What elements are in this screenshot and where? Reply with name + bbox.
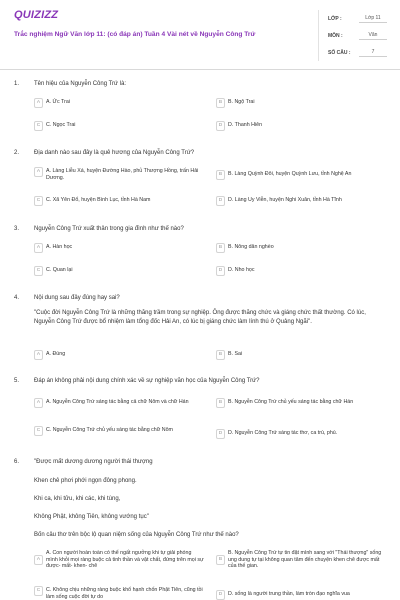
- option-a[interactable]: [34, 243, 204, 253]
- option-d[interactable]: [216, 429, 386, 439]
- question-text: Nguyễn Công Trứ xuất thân trong gia đình như thế nào?: [34, 226, 184, 232]
- question-number: 5.: [14, 378, 20, 384]
- question-number: 3.: [14, 226, 20, 232]
- option-text: A. Con người hoàn toàn có thể ngất ngưởng khi tự giải phóng mình khỏi mọi ràng buộc cả tinh thần và vật chất, đứng trên mọi sự được- mất- khen- chê: [46, 550, 204, 570]
- option-a[interactable]: [34, 98, 204, 108]
- option-letter: D: [216, 590, 225, 600]
- question-text: Tên hiệu của Nguyễn Công Trứ là:: [34, 81, 127, 87]
- option-text: B. Nguyễn Công Trứ chủ yếu sáng tác bằng chữ Hán: [228, 399, 354, 405]
- option-letter: A: [34, 98, 43, 108]
- meta-subject-label: MÔN :: [328, 32, 343, 39]
- option-c[interactable]: [34, 586, 204, 600]
- option-letter: A: [34, 243, 43, 253]
- option-letter: D: [216, 266, 225, 276]
- poem-line: Khen chê phơi phới ngọn đông phong.: [34, 478, 137, 484]
- option-b[interactable]: [216, 549, 386, 570]
- option-letter: C: [34, 121, 43, 131]
- option-c[interactable]: [34, 196, 204, 206]
- option-a[interactable]: [34, 167, 204, 181]
- question-5: [14, 378, 386, 448]
- option-letter: A: [34, 167, 43, 177]
- option-a[interactable]: [34, 350, 204, 360]
- question-number: 6.: [14, 459, 20, 465]
- option-b[interactable]: [216, 243, 386, 253]
- option-a[interactable]: [34, 398, 204, 408]
- question-4: [14, 295, 386, 365]
- question-text: Nội dung sau đây đúng hay sai?: [34, 295, 120, 301]
- meta-count-row: [319, 44, 394, 61]
- question-text: Địa danh nào sau đây là quê hương của Nguyễn Công Trứ?: [34, 150, 195, 156]
- meta-count-label: SỐ CÂU :: [328, 49, 351, 56]
- option-text: B. Nông dân nghèo: [228, 244, 274, 250]
- question-number: 4.: [14, 295, 20, 301]
- option-letter: B: [216, 98, 225, 108]
- question-quote: "Cuộc đời Nguyễn Công Trứ là những thăng trầm trong sự nghiệp. Ông được thăng chức và giáng chức thất thường. Có lúc, Nguyễn Công Trứ được bổ nhiệm làm tổng đốc Hải An, có lúc bị giáng chức làm lính thú ở Quảng Ngãi".: [34, 310, 366, 325]
- option-text: B. Làng Quỳnh Đôi, huyện Quỳnh Lưu, tỉnh Nghệ An: [228, 171, 352, 177]
- question-6: [14, 459, 386, 600]
- option-letter: C: [34, 266, 43, 276]
- option-letter: C: [34, 196, 43, 206]
- option-letter: B: [216, 350, 225, 360]
- option-c[interactable]: [34, 121, 204, 131]
- option-text: D. sống là người trung thần, làm tròn đạo nghĩa vua: [228, 591, 350, 597]
- question-1: [14, 81, 386, 141]
- option-text: C. Không chịu những ràng buộc khổ hạnh chốn Phật Tiên, cũng tồi làm sống cuộc đời tự do: [46, 587, 203, 600]
- option-b[interactable]: [216, 98, 386, 108]
- option-text: D. Nho học: [228, 267, 255, 273]
- option-text: B. Nguyễn Công Trứ tự tin đặt mình sang với "Thái thượng" sống ung dung tự tại không quan tâm đến chuyện khen chê được mất của thế gian.: [228, 550, 382, 570]
- question-number: 2.: [14, 150, 20, 156]
- option-letter: C: [34, 586, 43, 596]
- question-prompt: Bốn câu thơ trên bộc lộ quan niệm sống của Nguyễn Công Trứ như thế nào?: [34, 532, 239, 538]
- quizizz-logo: QUIZIZZ: [14, 9, 59, 21]
- poem-line: Không Phật, không Tiên, không vướng tục": [34, 514, 149, 520]
- option-d[interactable]: [216, 266, 386, 276]
- option-b[interactable]: [216, 350, 386, 360]
- option-c[interactable]: [34, 266, 204, 276]
- option-text: A. Hàn học: [46, 244, 73, 250]
- option-letter: B: [216, 170, 225, 180]
- option-b[interactable]: [216, 170, 386, 180]
- meta-class-label: LỚP :: [328, 15, 342, 22]
- option-letter: D: [216, 196, 225, 206]
- meta-count-value: 7: [359, 49, 387, 57]
- worksheet-header: [0, 0, 400, 70]
- question-text: "Được mất dương dương người thái thượng: [34, 459, 153, 465]
- option-letter: D: [216, 429, 225, 439]
- question-2: [14, 150, 386, 215]
- option-text: A. Ức Trai: [46, 99, 70, 105]
- option-b[interactable]: [216, 398, 386, 408]
- question-text: Đáp án không phải nội dung chính xác về sự nghiệp văn học của Nguyễn Công Trứ?: [34, 378, 260, 384]
- option-text: A. Nguyễn Công Trứ sáng tác bằng cả chữ Nôm và chữ Hán: [46, 399, 189, 405]
- option-letter: A: [34, 555, 43, 565]
- option-text: B. Ngộ Trai: [228, 99, 255, 105]
- option-c[interactable]: [34, 426, 204, 436]
- option-letter: C: [34, 426, 43, 436]
- option-text: A. Làng Liễu Xá, huyện Đường Hào, phủ Thượng Hồng, trấn Hải Dương.: [46, 168, 199, 181]
- meta-subject-row: [319, 27, 394, 44]
- question-3: [14, 226, 386, 284]
- option-text: C. Xã Yên Đổ, huyện Bình Lục, tỉnh Hà Nam: [46, 197, 151, 203]
- option-text: D. Nguyễn Công Trứ sáng tác thơ, ca trù, phú.: [228, 430, 338, 436]
- option-text: B. Sai: [228, 351, 243, 357]
- meta-subject-value: Văn: [359, 32, 387, 40]
- option-letter: D: [216, 121, 225, 131]
- option-text: D. Thanh Hiên: [228, 122, 263, 128]
- question-number: 1.: [14, 81, 20, 87]
- option-d[interactable]: [216, 196, 386, 206]
- worksheet-meta: [318, 10, 394, 61]
- option-letter: B: [216, 243, 225, 253]
- meta-class-value: Lớp 11: [359, 15, 387, 23]
- option-letter: A: [34, 398, 43, 408]
- option-text: C. Nguyễn Công Trứ chủ yếu sáng tác bằng chữ Nôm: [46, 427, 173, 433]
- option-text: A. Đúng: [46, 351, 66, 357]
- option-text: D. Làng Uy Viễn, huyện Nghi Xuân, tỉnh Hà Tĩnh: [228, 197, 342, 203]
- option-text: C. Ngọc Trai: [46, 122, 76, 128]
- option-letter: B: [216, 555, 225, 565]
- worksheet-title: Trắc nghiệm Ngữ Văn lớp 11: (có đáp án) Tuần 4 Vài nét về Nguyễn Công Trứ: [14, 31, 256, 38]
- option-letter: B: [216, 398, 225, 408]
- option-letter: A: [34, 350, 43, 360]
- option-d[interactable]: [216, 121, 386, 131]
- meta-class-row: [319, 10, 394, 27]
- option-text: C. Quan lại: [46, 267, 73, 273]
- option-d[interactable]: [216, 590, 386, 600]
- poem-line: Khi ca, khi tửu, khi các, khi tùng,: [34, 496, 121, 502]
- option-a[interactable]: [34, 549, 204, 570]
